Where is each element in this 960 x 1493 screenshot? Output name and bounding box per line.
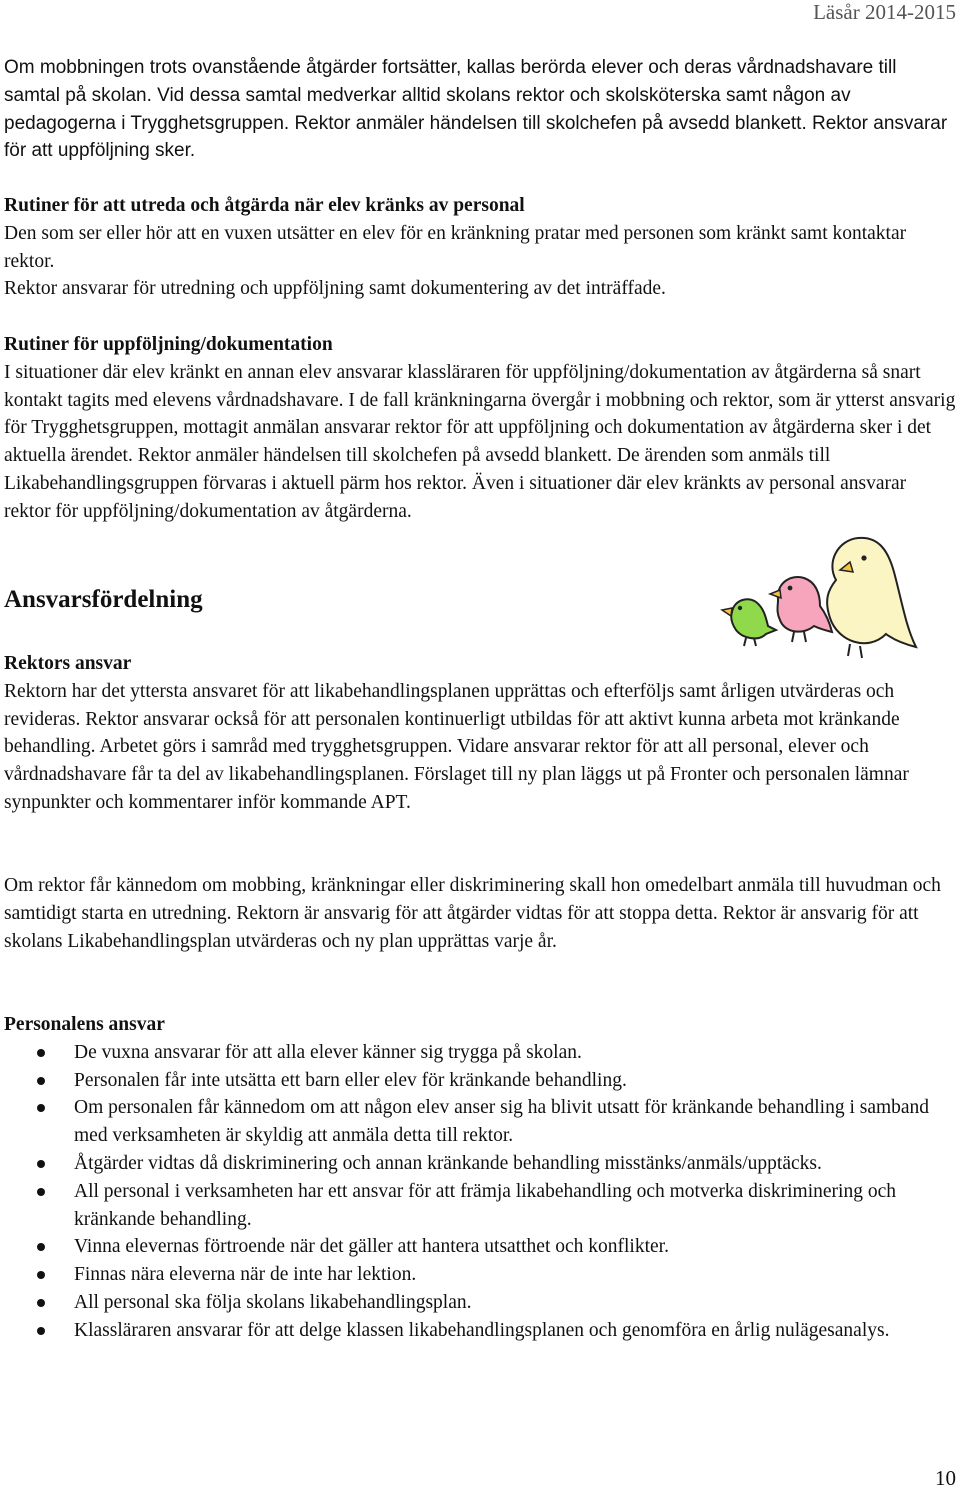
- followup-heading: Rutiner för uppföljning/dokumentation: [4, 334, 333, 355]
- staff-routine-text-1: Den som ser eller hör att en vuxen utsätter en elev för en kränkning pratar med personen som kränkt samt kontaktar rektor.: [4, 222, 907, 272]
- list-item: Åtgärder vidtas då diskriminering och annan kränkande behandling misstänks/anmäls/upptäcks.: [4, 1150, 956, 1178]
- list-item: Vinna elevernas förtroende när det gäller att hantera utsatthet och konflikter.: [4, 1233, 956, 1261]
- page-number: 10: [935, 1466, 956, 1490]
- responsibility-heading: Ansvarsfördelning: [4, 586, 203, 613]
- staff-responsibility-list: [4, 1039, 956, 1345]
- intro-paragraph: Om mobbningen trots ovanstående åtgärder fortsätter, kallas berörda elever och deras vårdnadshavare till samtal på skolan. Vid dessa samtal medverkar alltid skolans rektor och skolsköterska samt någon av pedagogerna i Trygghetsgruppen. Rektor anmäler händelsen till skolchefen på avsedd blankett. Rektor ansvarar för att uppföljning sker.: [4, 57, 948, 162]
- list-item: All personal i verksamheten har ett ansvar för att främja likabehandling och motverka diskriminering och kränkande behandling.: [4, 1178, 956, 1234]
- list-item: Personalen får inte utsätta ett barn eller elev för kränkande behandling.: [4, 1067, 956, 1095]
- yellow-bird: [827, 538, 916, 658]
- list-item: All personal ska följa skolans likabehandlingsplan.: [4, 1289, 956, 1317]
- birds-illustration: [718, 532, 918, 667]
- list-item: Finnas nära eleverna när de inte har lektion.: [4, 1261, 956, 1289]
- principal-responsibility-section-2: [4, 872, 956, 955]
- staff-routine-section: [4, 192, 956, 303]
- followup-text: I situationer där elev kränkt en annan elev ansvarar klassläraren för uppföljning/dokumentation av åtgärderna så snart kontakt tagits med elevens vårdnadshavare. I de fall kränkningarna övergår i mobbning och rektor, som är ytterst ansvarig för Trygghetsgruppen, mottagit anmälan ansvarar rektor för att uppföljning och dokumentation av åtgärderna sker i det aktuella ärendet. Rektor anmäler händelsen till skolchefen på avsedd blankett. De ärenden som anmäls till Likabehandlingsgruppen förvaras i aktuell pärm hos rektor. Även i situationer där elev kränkts av personal ansvarar rektor för uppföljning/dokumentation av åtgärderna.: [4, 361, 956, 522]
- pink-bird: [770, 577, 832, 642]
- staff-routine-text-2: Rektor ansvarar för utredning och uppföljning samt dokumentering av det inträffade.: [4, 278, 666, 300]
- staff-heading: Personalens ansvar: [4, 1014, 165, 1035]
- principal-heading: Rektors ansvar: [4, 653, 132, 674]
- followup-section: [4, 331, 956, 526]
- staff-routine-heading: Rutiner för att utreda och åtgärda när elev kränks av personal: [4, 195, 525, 216]
- principal-paragraph-2: Om rektor får kännedom om mobbing, kränkningar eller diskriminering skall hon omedelbart anmäla till huvudman och samtidigt starta en utredning. Rektorn är ansvarig för att åtgärder vidtas för att stoppa detta. Rektor är ansvarig för att skolans Likabehandlingsplan utvärderas och ny plan upprättas varje år.: [4, 875, 941, 952]
- staff-responsibility-section: [4, 1011, 956, 1345]
- header-school-year: Läsår 2014-2015: [813, 0, 956, 24]
- intro-paragraph-section: [4, 54, 956, 165]
- principal-paragraph-1: Rektorn har det yttersta ansvaret för att likabehandlingsplanen upprättas och efterföljs samt årligen utvärderas och revideras. Rektor ansvarar också för att personalen kontinuerligt utbildas för att aktivt kunna arbeta mot kränkande behandling. Arbetet görs i samråd med trygghetsgruppen. Vidare ansvarar rektor för att all personal, elever och vårdnadshavare får ta del av likabehandlingsplanen. Förslaget till ny plan läggs ut på Fronter och personalen lämnar synpunkter och kommentarer inför kommande APT.: [4, 680, 909, 813]
- list-item: De vuxna ansvarar för att alla elever känner sig trygga på skolan.: [4, 1039, 956, 1067]
- list-item: Om personalen får kännedom om att någon elev anser sig ha blivit utsatt för kränkande behandling i samband med verksamheten är skyldig att anmäla detta till rektor.: [4, 1094, 956, 1150]
- green-bird: [722, 599, 776, 646]
- list-item: Klassläraren ansvarar för att delge klassen likabehandlingsplanen och genomföra en årlig nulägesanalys.: [4, 1317, 956, 1345]
- principal-responsibility-section: [4, 650, 956, 817]
